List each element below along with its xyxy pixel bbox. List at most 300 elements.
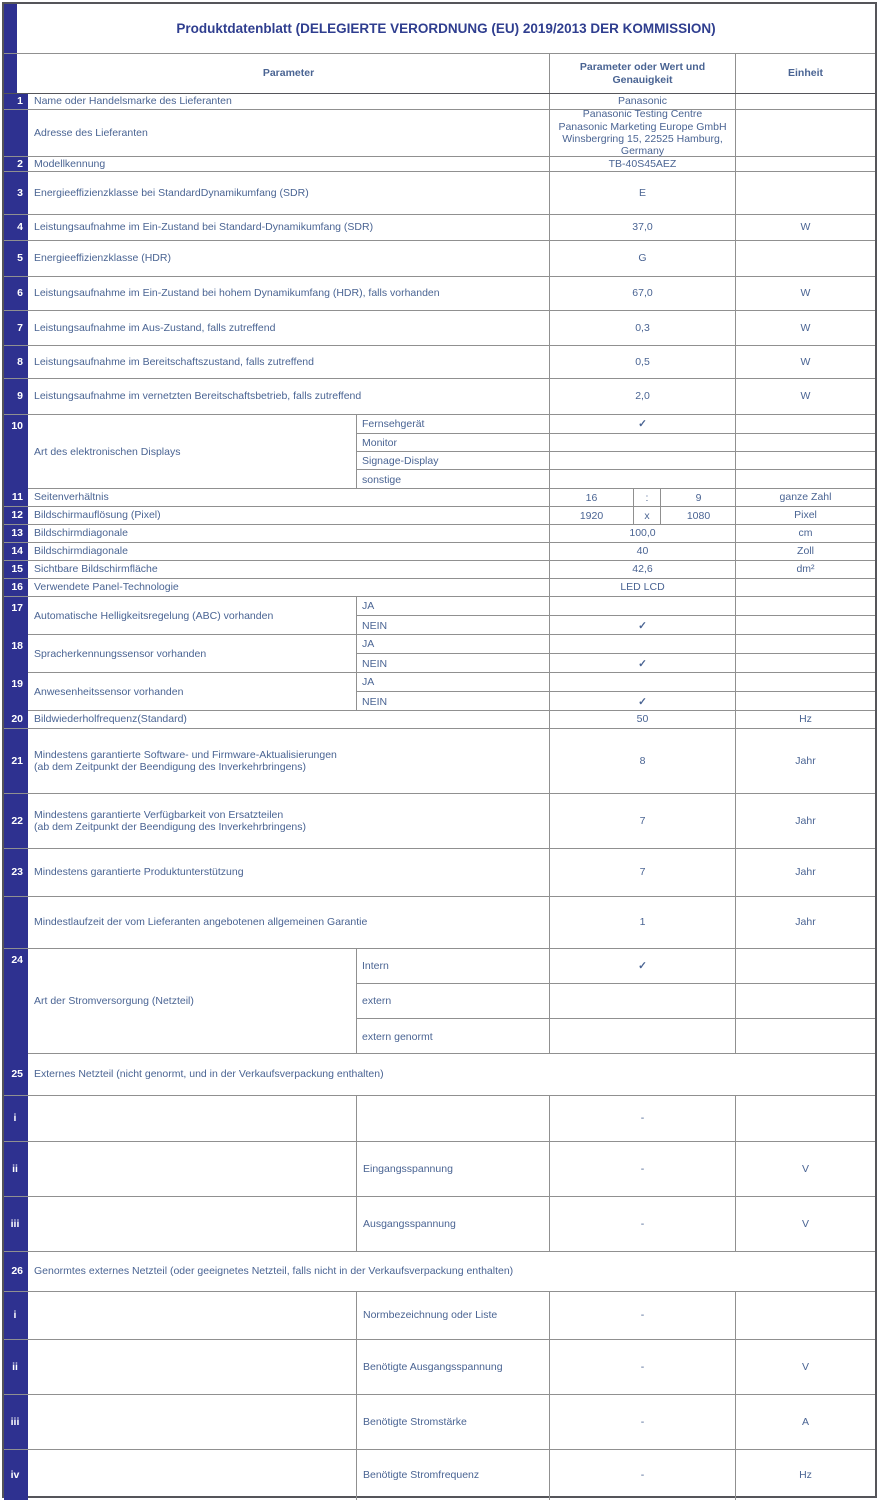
unit-cell: Zoll [735, 543, 875, 560]
row-number [4, 794, 28, 848]
sub-parameter-label [356, 1096, 549, 1141]
row-number [4, 561, 28, 578]
parameter-label [28, 489, 549, 506]
row-number [4, 579, 28, 596]
parameter-label: Genormtes externes Netzteil (oder geeignetes Netzteil, falls nicht in der Verkaufsverpackung enthalten) [34, 1265, 514, 1278]
parameter-label-line1: Adresse des Lieferanten [34, 126, 148, 139]
row-number [4, 1340, 28, 1394]
row-number-text: 24 [11, 954, 23, 966]
unit-cell [735, 984, 875, 1018]
unit-cell: V [735, 1142, 875, 1196]
unit-cell [735, 415, 875, 433]
parameter-label-text [34, 127, 148, 139]
sub-option-row [356, 470, 875, 489]
unit-cell [735, 1096, 875, 1141]
row-number-text: 25 [11, 1068, 23, 1081]
row-number-text: 2 [17, 157, 23, 170]
value-cell [549, 110, 735, 156]
sub-option-stack [356, 597, 875, 635]
unit-cell: Jahr [735, 849, 875, 896]
parameter-label [28, 241, 549, 276]
parameter-label-text [34, 866, 244, 878]
value-cell: - [549, 1197, 735, 1251]
value-separator: : [633, 489, 660, 506]
unit-cell: Jahr [735, 897, 875, 948]
sub-parameter-label: Ausgangsspannung [356, 1197, 549, 1251]
value-cell: 50 [549, 711, 735, 728]
table-row [4, 1096, 875, 1142]
sub-option-row [356, 654, 875, 673]
parameter-label-line1: Verwendete Panel-Technologie [34, 581, 179, 594]
parameter-label [28, 507, 549, 524]
parameter-label-text [34, 749, 337, 774]
parameter-label [28, 379, 549, 414]
parameter-label-line1: Leistungsaufnahme im Aus-Zustand, falls zutreffend [34, 321, 276, 334]
sub-option-stack [356, 415, 875, 489]
unit-cell [735, 94, 875, 109]
row-number-text: 11 [11, 491, 23, 504]
parameter-label-line1: Seitenverhältnis [34, 491, 109, 504]
row-number-text: iii [10, 1415, 20, 1428]
value-cell: 0,5 [549, 346, 735, 378]
row-number [4, 241, 28, 276]
parameter-label [28, 543, 549, 560]
row-number-text: 19 [11, 678, 23, 690]
unit-cell [735, 654, 875, 673]
row-number [4, 635, 28, 673]
parameter-label-line1: Leistungsaufnahme im Bereitschaftszustand, falls zutreffend [34, 355, 314, 368]
row-number [4, 110, 28, 156]
table-row [4, 897, 875, 949]
parameter-label-line1: Bildwiederholfrequenz(Standard) [34, 713, 187, 726]
sub-option-row [356, 616, 875, 635]
parameter-label: Art der Stromversorgung (Netzteil) [34, 995, 194, 1008]
parameter-label: Anwesenheitssensor vorhanden [34, 685, 184, 698]
row-number [4, 849, 28, 896]
row-number-text: 7 [17, 321, 23, 334]
parameter-label [28, 1096, 356, 1141]
row-number-text: ii [12, 1162, 18, 1175]
row-number-text: 22 [11, 814, 23, 827]
sub-option-label: Monitor [356, 434, 549, 451]
parameter-label-text [34, 491, 109, 503]
sub-option-row [356, 673, 875, 692]
parameter-label-text [34, 322, 275, 334]
table-row [4, 561, 875, 579]
table-row [4, 711, 875, 729]
row-number-text: 20 [11, 713, 23, 726]
value-cell: 40 [549, 543, 735, 560]
value-cell [549, 673, 735, 691]
value-part-1: 1920 [579, 509, 604, 522]
parameter-label-line1: Bildschirmdiagonale [34, 527, 128, 540]
parameter-label-line1: Energieeffizienzklasse bei StandardDynamikumfang (SDR) [34, 186, 309, 199]
sub-parameter-label: Normbezeichnung oder Liste [356, 1292, 549, 1339]
table-row [4, 597, 875, 635]
unit-cell: ganze Zahl [735, 489, 875, 506]
value-part-2: 1080 [660, 507, 736, 524]
parameter-label-text [34, 158, 105, 170]
parameter-label-text [34, 916, 367, 928]
value-cell [549, 434, 735, 451]
row-number [4, 311, 28, 345]
unit-cell: dm² [735, 561, 875, 578]
parameter-label [28, 277, 549, 310]
parameter-label [28, 711, 549, 728]
unit-cell [735, 241, 875, 276]
table-row [4, 489, 875, 507]
address-line: Winsbergring 15, 22525 Hamburg, [562, 133, 723, 145]
parameter-label [28, 729, 549, 793]
title-row [4, 4, 875, 54]
left-band [4, 54, 17, 93]
table-row [4, 1340, 875, 1395]
row-number [4, 94, 28, 109]
value-cell: G [549, 241, 735, 276]
unit-cell: Hz [735, 711, 875, 728]
column-header-parameter: Parameter [262, 67, 315, 80]
parameter-label: Art des elektronischen Displays [34, 445, 181, 458]
unit-cell: Jahr [735, 729, 875, 793]
unit-cell [735, 157, 875, 171]
unit-cell [735, 452, 875, 469]
row-number-text: i [13, 1309, 17, 1322]
unit-cell [735, 1019, 875, 1054]
unit-cell: Hz [735, 1450, 875, 1500]
table-row [4, 215, 875, 241]
value-cell: - [549, 1096, 735, 1141]
value-cell: - [549, 1395, 735, 1449]
row-number [4, 673, 28, 711]
value-cell [549, 984, 735, 1018]
row-number-text: 13 [11, 527, 23, 540]
parameter-label-text [34, 509, 161, 521]
sub-option-label: Intern [356, 949, 549, 983]
parameter-label-text [34, 545, 128, 557]
value-cell: 8 [549, 729, 735, 793]
value-cell: 1 [549, 897, 735, 948]
unit-cell: Pixel [735, 507, 875, 524]
parameter-label-text [34, 187, 309, 199]
table-row [4, 311, 875, 346]
row-number-text: 10 [11, 420, 23, 432]
parameter-label [28, 215, 549, 240]
sub-option-label: JA [356, 635, 549, 653]
address-line: Panasonic Marketing Europe GmbH [558, 120, 727, 133]
parameter-label-line1: Mindestlaufzeit der vom Lieferanten angebotenen allgemeinen Garantie [34, 916, 368, 929]
column-header-value: Parameter oder Wert und Genauigkeit [549, 54, 735, 93]
row-number-text: 15 [11, 563, 23, 576]
parameter-label-text [34, 221, 373, 233]
table-row [4, 110, 875, 157]
value-cell: 0,3 [549, 311, 735, 345]
row-number-text: 4 [17, 221, 23, 234]
sub-option-stack [356, 673, 875, 711]
parameter-label [28, 849, 549, 896]
parameter-label [28, 157, 549, 171]
row-number [4, 897, 28, 948]
sub-option-stack [356, 635, 875, 673]
row-number-text: 3 [17, 186, 23, 199]
parameter-label-text [34, 713, 187, 725]
table-row [4, 1252, 875, 1292]
checkmark: ✓ [549, 692, 735, 711]
sub-option-label: NEIN [356, 692, 549, 711]
unit-cell: Jahr [735, 794, 875, 848]
unit-cell: W [735, 277, 875, 310]
row-number [4, 543, 28, 560]
parameter-label-text [34, 252, 171, 264]
value-cell: - [549, 1142, 735, 1196]
checkmark: ✓ [549, 415, 735, 433]
table-row [4, 507, 875, 525]
row-number [4, 597, 28, 635]
table-row [4, 94, 875, 110]
address-line: Panasonic Testing Centre [582, 110, 703, 121]
row-number-text: 5 [17, 252, 23, 265]
row-number [4, 729, 28, 793]
column-header-unit: Einheit [735, 54, 875, 93]
value-cell [549, 597, 735, 615]
parameter-label-line1: Mindestens garantierte Produktunterstützung [34, 866, 244, 879]
row-number [4, 1450, 28, 1500]
row-number-text: iv [10, 1468, 20, 1481]
table-row [4, 241, 875, 277]
row-number [4, 711, 28, 728]
parameter-label-line1: Name oder Handelsmarke des Lieferanten [34, 95, 232, 108]
row-number [4, 1395, 28, 1449]
sub-option-row [356, 635, 875, 654]
unit-cell [735, 434, 875, 451]
value-cell [549, 635, 735, 653]
unit-cell [735, 616, 875, 635]
table-row [4, 949, 875, 1054]
parameter-label-line1: Bildschirmauflösung (Pixel) [34, 509, 161, 522]
parameter-label [28, 94, 549, 109]
parameter-label [28, 110, 549, 156]
table-row [4, 849, 875, 897]
row-number-text: 18 [11, 640, 23, 652]
unit-cell [735, 949, 875, 983]
unit-cell: W [735, 346, 875, 378]
value-cell: - [549, 1450, 735, 1500]
parameter-label-line1: Sichtbare Bildschirmfläche [34, 563, 158, 576]
table-row [4, 673, 875, 711]
value-cell: LED LCD [549, 579, 735, 596]
row-number-text: 16 [11, 581, 23, 594]
unit-cell [735, 172, 875, 214]
table-row [4, 635, 875, 673]
value-cell-split [549, 489, 735, 506]
table-row [4, 729, 875, 794]
parameter-label [28, 897, 549, 948]
checkmark: ✓ [549, 654, 735, 673]
parameter-label-text [34, 95, 232, 107]
row-number [4, 489, 28, 506]
value-cell: - [549, 1292, 735, 1339]
value-cell: 42,6 [549, 561, 735, 578]
address-line: Germany [620, 145, 665, 156]
unit-cell: A [735, 1395, 875, 1449]
parameter-label-line2: (ab dem Zeitpunkt der Beendigung des Inverkehrbringens) [34, 761, 306, 773]
table-row [4, 794, 875, 849]
row-number [4, 415, 28, 489]
parameter-label-line1: Leistungsaufnahme im vernetzten Bereitschaftsbetrieb, falls zutreffend [34, 390, 362, 403]
sub-option-row [356, 984, 875, 1019]
table-row [4, 379, 875, 415]
parameter-label [28, 1142, 356, 1196]
table-row [4, 579, 875, 597]
checkmark: ✓ [549, 949, 735, 983]
row-number [4, 1096, 28, 1141]
page-title: Produktdatenblatt (DELEGIERTE VERORDNUNG (EU) 2019/2013 DER KOMMISSION) [176, 20, 716, 36]
unit-cell [735, 692, 875, 711]
parameter-label [28, 525, 549, 542]
datasheet-table [2, 2, 877, 1498]
left-band [4, 4, 17, 53]
column-header-row [4, 54, 875, 94]
sub-option-label: Fernsehgerät [356, 415, 549, 433]
row-number-text: 6 [17, 287, 23, 300]
parameter-label-line1: Leistungsaufnahme im Ein-Zustand bei Standard-Dynamikumfang (SDR) [34, 221, 374, 234]
sub-option-row [356, 415, 875, 434]
unit-cell: W [735, 215, 875, 240]
value-cell-split [549, 507, 735, 524]
row-number [4, 525, 28, 542]
value-cell: TB-40S45AEZ [549, 157, 735, 171]
value-cell: 7 [549, 794, 735, 848]
value-cell [549, 470, 735, 489]
parameter-label [28, 1197, 356, 1251]
parameter-label [28, 172, 549, 214]
parameter-label-text [34, 390, 361, 402]
row-number [4, 172, 28, 214]
value-cell [549, 1019, 735, 1054]
table-row [4, 1292, 875, 1340]
row-number-text: 14 [11, 545, 23, 558]
value-part-1: 16 [585, 491, 598, 504]
table-row [4, 1450, 875, 1500]
parameter-label-line1: Mindestens garantierte Verfügbarkeit von Ersatzteilen [34, 808, 284, 821]
row-number [4, 949, 28, 1054]
row-number [4, 157, 28, 171]
sub-parameter-label: Benötigte Stromstärke [356, 1395, 549, 1449]
sub-option-label: NEIN [356, 616, 549, 635]
unit-cell [735, 579, 875, 596]
table-row [4, 1395, 875, 1450]
parameter-label: Automatische Helligkeitsregelung (ABC) vorhanden [34, 609, 274, 622]
row-number-text: iii [10, 1217, 20, 1230]
table-row [4, 172, 875, 215]
unit-cell: cm [735, 525, 875, 542]
value-cell: 2,0 [549, 379, 735, 414]
row-number-text: 26 [11, 1265, 23, 1278]
row-number [4, 215, 28, 240]
sub-parameter-label: Benötigte Ausgangsspannung [356, 1340, 549, 1394]
parameter-label-line1: Modellkennung [34, 157, 106, 170]
parameter-label [28, 794, 549, 848]
parameter-label-line1: Mindestens garantierte Software- und Firmware-Aktualisierungen [34, 748, 337, 761]
row-number [4, 379, 28, 414]
sub-option-row [356, 434, 875, 452]
table-row [4, 1054, 875, 1096]
row-number-text: ii [12, 1360, 18, 1373]
parameter-label-text [34, 581, 179, 593]
value-cell: 67,0 [549, 277, 735, 310]
sub-option-label: extern genormt [356, 1019, 549, 1054]
table-row [4, 157, 875, 172]
unit-cell [735, 470, 875, 489]
row-number [4, 1142, 28, 1196]
sub-option-label: JA [356, 597, 549, 615]
parameter-label: Externes Netzteil (nicht genormt, und in der Verkaufsverpackung enthalten) [34, 1068, 384, 1081]
row-number-text: i [13, 1112, 17, 1125]
sub-option-label: extern [356, 984, 549, 1018]
parameter-label-line1: Leistungsaufnahme im Ein-Zustand bei hohem Dynamikumfang (HDR), falls vorhanden [34, 287, 440, 300]
value-cell: 7 [549, 849, 735, 896]
parameter-label-text [34, 287, 440, 299]
value-cell: 100,0 [549, 525, 735, 542]
unit-cell: V [735, 1197, 875, 1251]
parameter-label [28, 561, 549, 578]
parameter-label [28, 1340, 356, 1394]
table-row [4, 1197, 875, 1252]
parameter-label-text [34, 356, 314, 368]
sub-option-row [356, 452, 875, 470]
row-number [4, 1292, 28, 1339]
unit-cell [735, 1292, 875, 1339]
table-row [4, 543, 875, 561]
unit-cell: W [735, 311, 875, 345]
unit-cell [735, 597, 875, 615]
row-number-text: 9 [17, 390, 23, 403]
parameter-label [28, 1450, 356, 1500]
row-number-text: 8 [17, 355, 23, 368]
sub-option-label: sonstige [356, 470, 549, 489]
value-separator: x [633, 507, 660, 524]
table-row [4, 525, 875, 543]
unit-cell [735, 110, 875, 156]
unit-cell [735, 635, 875, 653]
parameter-label [28, 346, 549, 378]
row-number [4, 346, 28, 378]
row-number [4, 277, 28, 310]
sub-option-row [356, 692, 875, 711]
parameter-label [28, 1292, 356, 1339]
row-number [4, 1197, 28, 1251]
parameter-label-text [34, 809, 306, 834]
sub-option-label: NEIN [356, 654, 549, 673]
sub-option-row [356, 597, 875, 616]
parameter-label: Spracherkennungssensor vorhanden [34, 647, 207, 660]
sub-option-row [356, 949, 875, 984]
sub-parameter-label: Benötigte Stromfrequenz [356, 1450, 549, 1500]
parameter-label-line1: Bildschirmdiagonale [34, 545, 128, 558]
row-number-text: 1 [17, 95, 23, 108]
value-cell [549, 452, 735, 469]
value-cell: E [549, 172, 735, 214]
parameter-label-line1: Energieeffizienzklasse (HDR) [34, 252, 171, 265]
parameter-label-text [34, 563, 158, 575]
sub-option-label: Signage-Display [356, 452, 549, 469]
unit-cell: V [735, 1340, 875, 1394]
value-part-2: 9 [660, 489, 736, 506]
row-number-text: 12 [11, 509, 23, 522]
parameter-label [28, 1395, 356, 1449]
parameter-label [28, 579, 549, 596]
table-row [4, 415, 875, 489]
checkmark: ✓ [549, 616, 735, 635]
